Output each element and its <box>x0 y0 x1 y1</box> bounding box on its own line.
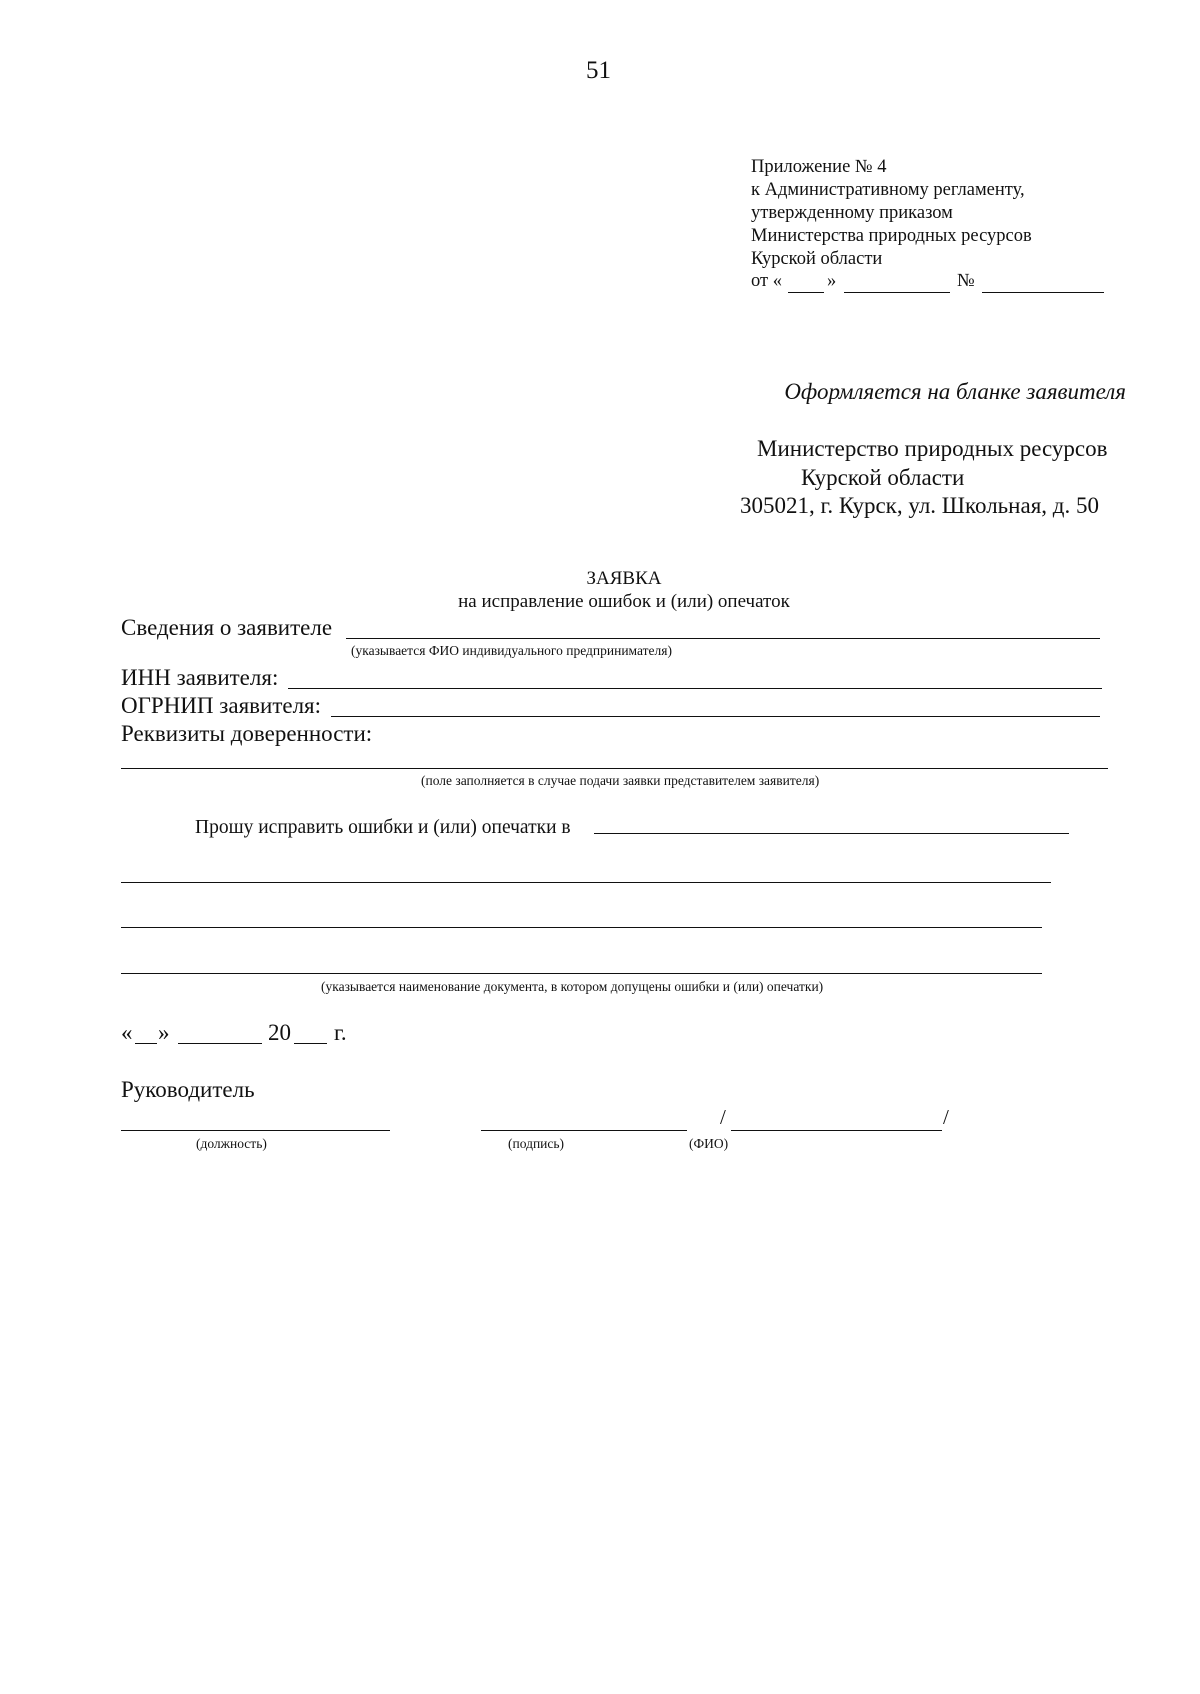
inn-label: ИНН заявителя: <box>121 665 279 690</box>
appendix-line: Министерства природных ресурсов <box>751 226 1032 246</box>
name-slash-left: / <box>720 1105 726 1129</box>
power-of-attorney-label: Реквизиты доверенности: <box>121 721 373 746</box>
request-hint: (указывается наименование документа, в котором допущены ошибки и (или) опечатки) <box>321 979 824 994</box>
appendix-block <box>751 156 1032 271</box>
ogrnip-field[interactable] <box>331 716 1100 717</box>
request-field-4[interactable] <box>121 973 1042 974</box>
request-field-1[interactable] <box>594 833 1069 834</box>
signature-hint: (подпись) <box>508 1136 565 1151</box>
letterhead-note: Оформляется на бланке заявителя <box>784 379 1126 404</box>
appendix-line: к Административному регламенту, <box>751 180 1025 200</box>
name-field[interactable] <box>731 1130 942 1131</box>
request-field-3[interactable] <box>121 927 1042 928</box>
inn-field[interactable] <box>288 688 1102 689</box>
appendix-date-close: » <box>827 271 837 291</box>
appendix-date-prefix: от « <box>751 271 782 291</box>
page-number: 51 <box>586 57 611 84</box>
date-day-blank[interactable] <box>135 1043 157 1044</box>
date-year-suffix: г. <box>334 1020 347 1045</box>
applicant-label: Сведения о заявителе <box>121 615 333 640</box>
form-title: ЗАЯВКА <box>586 568 662 589</box>
name-hint: (ФИО) <box>689 1136 729 1151</box>
power-of-attorney-field[interactable] <box>121 768 1108 769</box>
appendix-line: утвержденному приказом <box>751 203 953 223</box>
form-subtitle: на исправление ошибок и (или) опечаток <box>458 591 790 612</box>
date-century: 20 <box>268 1020 291 1045</box>
date-month-blank[interactable] <box>178 1043 262 1044</box>
appendix-month-blank[interactable] <box>844 292 950 293</box>
power-of-attorney-hint: (поле заполняется в случае подачи заявки представителем заявителя) <box>421 773 820 788</box>
name-slash-right: / <box>943 1105 949 1129</box>
addressee-line-3: 305021, г. Курск, ул. Школьная, д. 50 <box>740 493 1099 518</box>
head-label: Руководитель <box>121 1077 255 1102</box>
appendix-line: Приложение № 4 <box>751 157 887 177</box>
addressee-line-1: Министерство природных ресурсов <box>757 436 1108 461</box>
applicant-hint: (указывается ФИО индивидуального предпринимателя) <box>351 643 672 658</box>
date-year-blank[interactable] <box>294 1043 327 1044</box>
appendix-day-blank[interactable] <box>788 292 824 293</box>
ogrnip-label: ОГРНИП заявителя: <box>121 693 322 718</box>
position-hint: (должность) <box>196 1136 267 1151</box>
signature-field[interactable] <box>481 1130 687 1131</box>
applicant-field[interactable] <box>346 638 1100 639</box>
date-open-quote: « <box>121 1020 133 1045</box>
date-close-quote: » <box>158 1020 170 1045</box>
addressee-line-2: Курской области <box>801 465 965 490</box>
appendix-number-blank[interactable] <box>982 292 1104 293</box>
appendix-line: Курской области <box>751 249 883 269</box>
appendix-number-sign: № <box>957 271 975 291</box>
request-text: Прошу исправить ошибки и (или) опечатки в <box>195 817 571 838</box>
request-field-2[interactable] <box>121 882 1051 883</box>
position-field[interactable] <box>121 1130 390 1131</box>
